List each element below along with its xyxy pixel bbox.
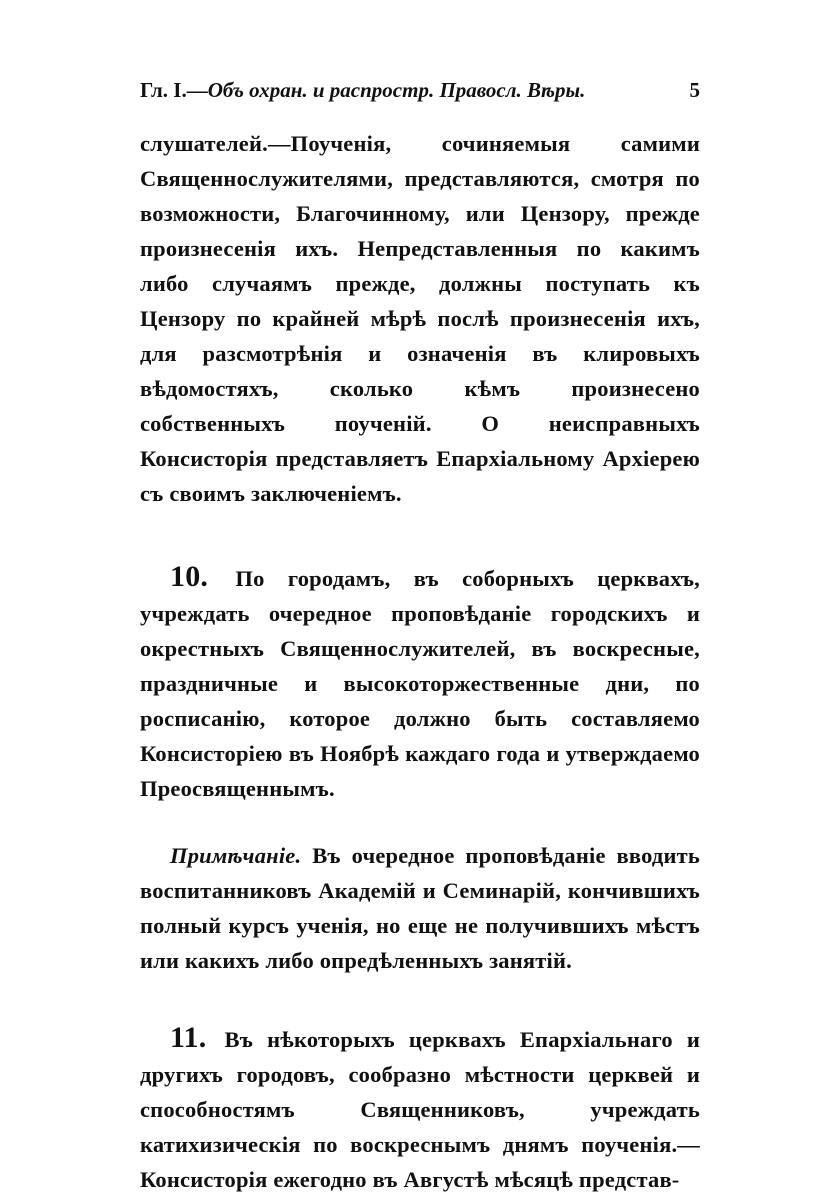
paragraph-11 (140, 1020, 700, 1197)
note-paragraph (140, 838, 700, 978)
paragraph-text: По городамъ, въ соборныхъ церквахъ, учреждать очередное проповѣданіе городскихъ и окрестныхъ Священнослужителей, въ воскресные, праздничные и высокоторжественные дни, по росписанію, которое должно быть составляемо Консисторіею въ Ноябрѣ каждаго года и утверждаемо Преосвященнымъ. (140, 566, 700, 801)
page-number: 5 (689, 78, 700, 102)
running-header (140, 70, 700, 126)
paragraph-number: 11. (170, 1021, 207, 1054)
paragraph-continuation (140, 126, 700, 511)
paragraph-number: 10. (170, 560, 209, 593)
chapter-title (140, 70, 585, 110)
paragraph-10 (140, 559, 700, 806)
paragraph-text: Въ нѣкоторыхъ церквахъ Епархіальнаго и другихъ городовъ, сообразно мѣстности церквей и способностямъ Священниковъ, учреждать катихизическія по воскреснымъ днямъ поученія.—Консисторія ежегодно въ Августѣ мѣсяцѣ представ- (140, 1027, 700, 1192)
note-text: Въ очередное проповѣданіе вводить воспитанниковъ Академій и Семинарій, кончившихъ полный курсъ ученія, но еще не получившихъ мѣстъ или какихъ либо опредѣленныхъ занятій. (140, 843, 700, 973)
book-page (140, 70, 700, 1197)
paragraph-text: слушателей.—Поученія, сочиняемыя самими Священнослужителями, представляются, смотря по возможности, Благочинному, или Цензору, прежде произнесенія ихъ. Непредставленныя по какимъ либо случаямъ прежде, должны поступать къ Цензору по крайней мѣрѣ послѣ произнесенія ихъ, для разсмотрѣнія и означенія въ клировыхъ вѣдомостяхъ, сколько кѣмъ произнесено собственныхъ поученій. О неисправныхъ Консисторія представляетъ Епархіальному Архіерею съ своимъ заключеніемъ. (140, 131, 700, 506)
chapter-title-italic: Объ охран. и распростр. Правосл. Вѣры. (207, 78, 586, 102)
note-label: Примѣчаніе. (170, 843, 302, 868)
chapter-prefix: Гл. I.— (140, 78, 208, 102)
